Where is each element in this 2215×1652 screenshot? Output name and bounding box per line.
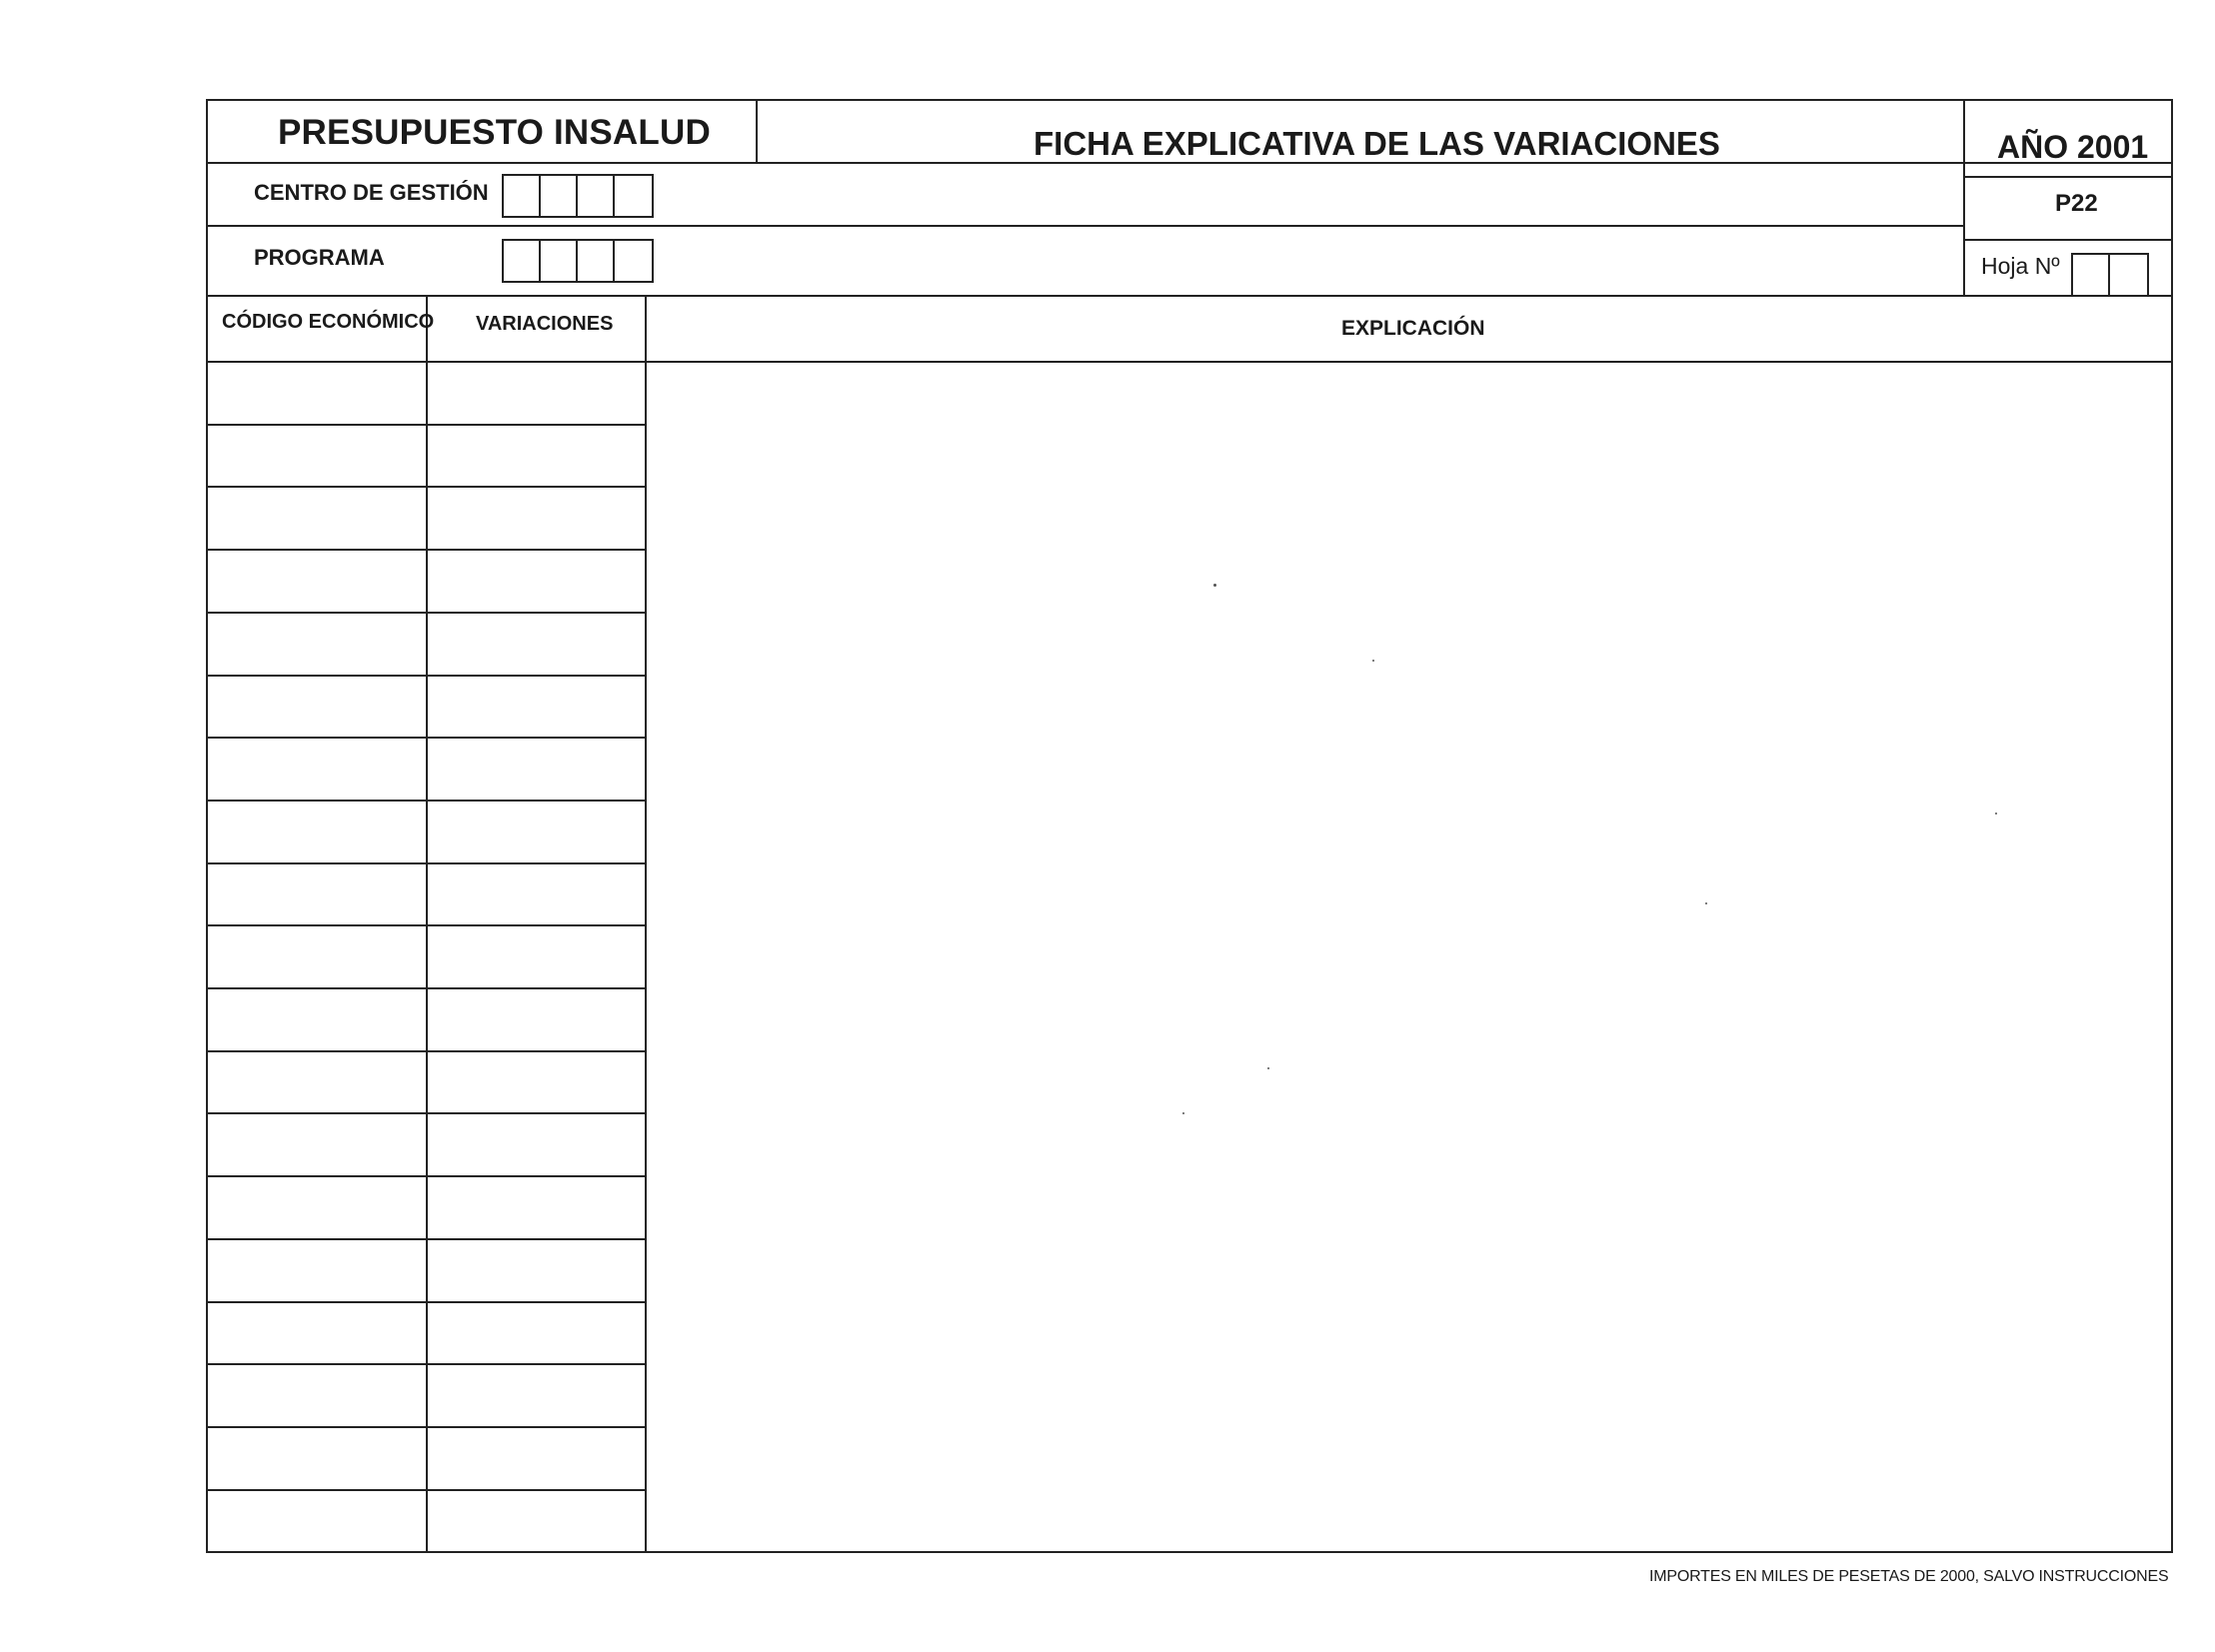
programa-label: PROGRAMA xyxy=(254,245,385,270)
scan-speck xyxy=(1182,1112,1184,1114)
codigo-cell[interactable] xyxy=(208,1428,426,1489)
codigo-cell[interactable] xyxy=(208,1114,426,1175)
sheet-digit-box[interactable] xyxy=(2073,255,2110,295)
header-divider-left xyxy=(756,101,758,162)
variacion-cell[interactable] xyxy=(428,1114,645,1175)
programa-digit-box[interactable] xyxy=(541,241,578,281)
codigo-cell[interactable] xyxy=(208,488,426,549)
codigo-cell[interactable] xyxy=(208,426,426,486)
centro-digit-box[interactable] xyxy=(504,176,541,216)
col-header-variaciones: VARIACIONES xyxy=(476,313,614,335)
codigo-cell[interactable] xyxy=(208,1052,426,1112)
code-bottom-line xyxy=(1963,239,2171,241)
variacion-cell[interactable] xyxy=(428,1365,645,1426)
centro-digit-box[interactable] xyxy=(578,176,615,216)
org-title: PRESUPUESTO INSALUD xyxy=(278,113,711,152)
centro-digit-box[interactable] xyxy=(615,176,652,216)
codigo-cell[interactable] xyxy=(208,1177,426,1238)
variacion-cell[interactable] xyxy=(428,1052,645,1112)
programa-digit-box[interactable] xyxy=(504,241,541,281)
variacion-cell[interactable] xyxy=(428,739,645,800)
codigo-cell[interactable] xyxy=(208,989,426,1050)
variacion-cell[interactable] xyxy=(428,551,645,612)
codigo-cell[interactable] xyxy=(208,739,426,800)
variacion-cell[interactable] xyxy=(428,488,645,549)
year-bottom-line xyxy=(1963,176,2171,178)
sheet-label: Hoja Nº xyxy=(1981,253,2060,279)
variacion-cell[interactable] xyxy=(428,1240,645,1301)
programa-bottom-line xyxy=(208,295,2171,297)
variacion-cell[interactable] xyxy=(428,426,645,486)
codigo-cell[interactable] xyxy=(208,677,426,737)
variacion-cell[interactable] xyxy=(428,1177,645,1238)
col-header-codigo: CÓDIGO ECONÓMICO xyxy=(222,311,435,333)
scan-speck xyxy=(1267,1067,1269,1069)
variacion-cell[interactable] xyxy=(428,989,645,1050)
scan-speck xyxy=(1705,902,1707,904)
centro-bottom-line xyxy=(208,225,1963,227)
scan-speck xyxy=(1372,660,1374,662)
codigo-cell[interactable] xyxy=(208,1491,426,1551)
programa-digit-box[interactable] xyxy=(578,241,615,281)
sheet-number-boxes[interactable] xyxy=(2071,253,2149,297)
scan-speck xyxy=(1995,813,1997,815)
header-divider-right xyxy=(1963,101,1965,297)
form-title: FICHA EXPLICATIVA DE LAS VARIACIONES xyxy=(1034,125,1720,162)
centro-code-boxes[interactable] xyxy=(502,174,654,218)
variacion-cell[interactable] xyxy=(428,802,645,862)
form-code: P22 xyxy=(2055,190,2098,217)
codigo-cell[interactable] xyxy=(208,363,426,424)
centro-label: CENTRO DE GESTIÓN xyxy=(254,180,489,205)
centro-digit-box[interactable] xyxy=(541,176,578,216)
codigo-cell[interactable] xyxy=(208,802,426,862)
variations-form xyxy=(206,99,2173,1553)
codigo-cell[interactable] xyxy=(208,1365,426,1426)
variacion-cell[interactable] xyxy=(428,1428,645,1489)
variacion-cell[interactable] xyxy=(428,1491,645,1551)
programa-digit-box[interactable] xyxy=(615,241,652,281)
sheet-digit-box[interactable] xyxy=(2110,255,2147,295)
codigo-cell[interactable] xyxy=(208,864,426,924)
year-label: AÑO 2001 xyxy=(1997,129,2149,165)
codigo-cell[interactable] xyxy=(208,926,426,987)
variacion-cell[interactable] xyxy=(428,363,645,424)
programa-code-boxes[interactable] xyxy=(502,239,654,283)
variacion-cell[interactable] xyxy=(428,864,645,924)
codigo-cell[interactable] xyxy=(208,1240,426,1301)
scan-speck xyxy=(1213,584,1216,587)
col-header-explicacion: EXPLICACIÓN xyxy=(1341,317,1485,340)
footer-note: IMPORTES EN MILES DE PESETAS DE 2000, SALVO INSTRUCCIONES xyxy=(1649,1568,2169,1585)
variacion-cell[interactable] xyxy=(428,926,645,987)
variacion-cell[interactable] xyxy=(428,614,645,675)
codigo-cell[interactable] xyxy=(208,614,426,675)
codigo-cell[interactable] xyxy=(208,551,426,612)
explicacion-area[interactable] xyxy=(648,363,2167,1551)
variacion-cell[interactable] xyxy=(428,677,645,737)
codigo-cell[interactable] xyxy=(208,1303,426,1363)
variacion-cell[interactable] xyxy=(428,1303,645,1363)
